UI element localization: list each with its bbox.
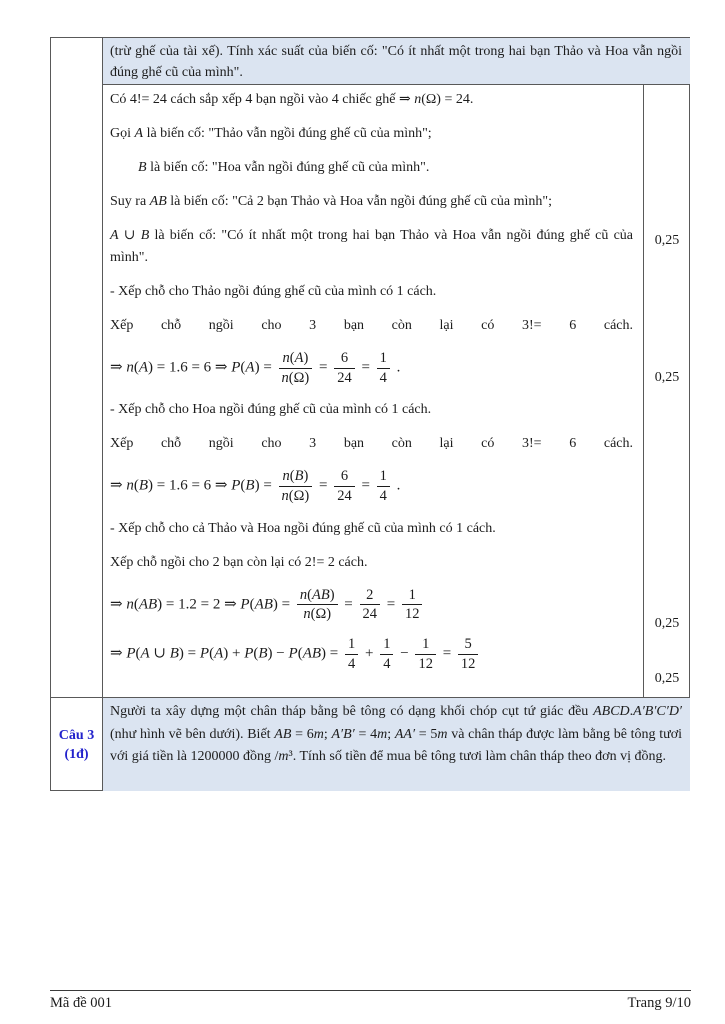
fraction: $\frac{1}{4}$ xyxy=(380,636,393,672)
inline-math: B xyxy=(138,160,147,175)
solution-formula: ⇒ P(A ∪ B) = P(A) + P(B) − P(AB) = $\frac{1}{4}$ + $\frac{1}{4}$ − $\frac{1}{12}$ = $\frac{5}{12}$ xyxy=(110,636,633,672)
question2-label-cell xyxy=(50,37,102,697)
solution-paragraph: - Xếp chỗ cho cả Thảo và Hoa ngồi đúng ghế cũ của mình có 1 cách. xyxy=(110,520,496,536)
question3-label-cell xyxy=(50,697,102,791)
question3-statement-cell xyxy=(102,697,690,791)
fraction: $\frac{1}{4}$ xyxy=(377,468,390,504)
score-value: 0,25 xyxy=(654,616,680,631)
question2-statement-cell xyxy=(102,37,690,84)
solution-paragraph: - Xếp chỗ cho Thảo ngồi đúng ghế cũ của mình có 1 cách. xyxy=(110,284,437,299)
page-number: Trang 9/10 xyxy=(627,995,691,1011)
fraction: $\frac{n(AB)}{n(\Omega)}$ xyxy=(297,587,338,623)
score-value: 0,25 xyxy=(654,370,680,385)
solution-formula: ⇒ n(A) = 1.6 = 6 ⇒ P(A) = $\frac{n(A)}{n(\Omega)}$ = $\frac{6}{24}$ = $\frac{1}{4}$ . xyxy=(110,350,401,386)
solution-paragraph: A ∪ B là biến cố: "Có ít nhất một trong hai bạn Thảo và Hoa vẫn ngồi đúng ghế cũ của mình". xyxy=(110,228,634,265)
solution-paragraph: Có 4!= 24 cách sắp xếp 4 bạn ngồi vào 4 chiếc ghế ⇒ n(Ω) = 24. xyxy=(110,92,474,107)
inline-math: A ∪ B xyxy=(110,228,150,243)
fraction: $\frac{6}{24}$ xyxy=(334,468,355,504)
inline-math: AB = 6m; A′B′ = 4m; AA′ = 5m xyxy=(274,726,448,742)
fraction: $\frac{1}{12}$ xyxy=(402,587,423,623)
inline-math: ⇒ n(Ω) = 24 xyxy=(399,92,470,107)
solution-paragraph: Suy ra AB là biến cố: "Cả 2 bạn Thảo và Hoa vẫn ngồi đúng ghế cũ của mình"; xyxy=(110,194,552,209)
question3-statement-text: Người ta xây dựng một chân tháp bằng bê tông có dạng khối chóp cụt tứ giác đều ABCD.A′B′C′D′ (như hình vẽ bên dưới). Biết AB = 6m; A′B′ = 4m; AA′ = 5m và chân tháp được làm bằng bê tông tươi với giá tiền là 1200000 đồng /m³. Tính số tiền để mua bê tông tươi làm chân tháp theo đơn vị đồng. xyxy=(110,704,683,764)
solution-formula: ⇒ n(B) = 1.6 = 6 ⇒ P(B) = $\frac{n(B)}{n(\Omega)}$ = $\frac{6}{24}$ = $\frac{1}{4}$ . xyxy=(110,468,401,505)
fraction: $\frac{1}{12}$ xyxy=(415,636,436,672)
exam-code: Mã đề 001 xyxy=(50,995,113,1011)
solution-paragraph: Xếp chỗ ngồi cho 2 bạn còn lại có 2!= 2 cách. xyxy=(110,554,368,570)
solution-paragraph: - Xếp chỗ cho Hoa ngồi đúng ghế cũ của mình có 1 cách. xyxy=(110,402,432,418)
solution-paragraph: Xếp chỗ ngồi cho 3 bạn còn lại có 3!= 6 cách. xyxy=(110,436,633,452)
solution-paragraph: B là biến cố: "Hoa vẫn ngồi đúng ghế cũ của mình". xyxy=(138,160,430,175)
inline-math: ABCD.A′B′C′D′ xyxy=(593,704,682,719)
solution-paragraph: Xếp chỗ ngồi cho 3 bạn còn lại có 3!= 6 cách. xyxy=(110,318,633,333)
inline-math: AB xyxy=(149,194,167,209)
inline-math: 3!= 6 xyxy=(522,436,577,452)
inline-math: /m³ xyxy=(274,749,293,764)
question2-solution-cell xyxy=(102,84,643,697)
question2-statement-text: (trừ ghế của tài xế). Tính xác suất của biến cố: "Có ít nhất một trong hai bạn Thảo và Hoa vẫn ngồi đúng ghế cũ của mình". xyxy=(110,44,682,80)
question3-points: (1đ) xyxy=(64,746,89,762)
fraction: $\frac{n(A)}{n(\Omega)}$ xyxy=(279,350,313,386)
inline-math: 2!= 2 xyxy=(304,554,335,570)
answer-key-table xyxy=(50,37,690,791)
page-footer xyxy=(50,990,691,1012)
solution-paragraph: Gọi A là biến cố: "Thảo vẫn ngồi đúng ghế cũ của mình"; xyxy=(110,126,432,141)
fraction: $\frac{5}{12}$ xyxy=(458,636,479,672)
score-value: 0,25 xyxy=(654,671,680,686)
fraction: $\frac{6}{24}$ xyxy=(334,350,355,386)
question2-score-cell xyxy=(643,84,690,697)
fraction: $\frac{n(B)}{n(\Omega)}$ xyxy=(279,468,313,504)
inline-math: A xyxy=(134,126,144,141)
inline-math: 4!= 24 xyxy=(129,92,167,107)
question3-number: Câu 3 xyxy=(58,727,95,743)
inline-math: 3!= 6 xyxy=(522,318,577,333)
fraction: $\frac{1}{4}$ xyxy=(345,636,358,672)
score-value: 0,25 xyxy=(654,233,680,248)
fraction: $\frac{2}{24}$ xyxy=(360,587,381,623)
fraction: $\frac{1}{4}$ xyxy=(377,350,390,386)
solution-formula: ⇒ n(AB) = 1.2 = 2 ⇒ P(AB) = $\frac{n(AB)}{n(\Omega)}$ = $\frac{2}{24}$ = $\frac{1}{12}$ xyxy=(110,587,633,623)
